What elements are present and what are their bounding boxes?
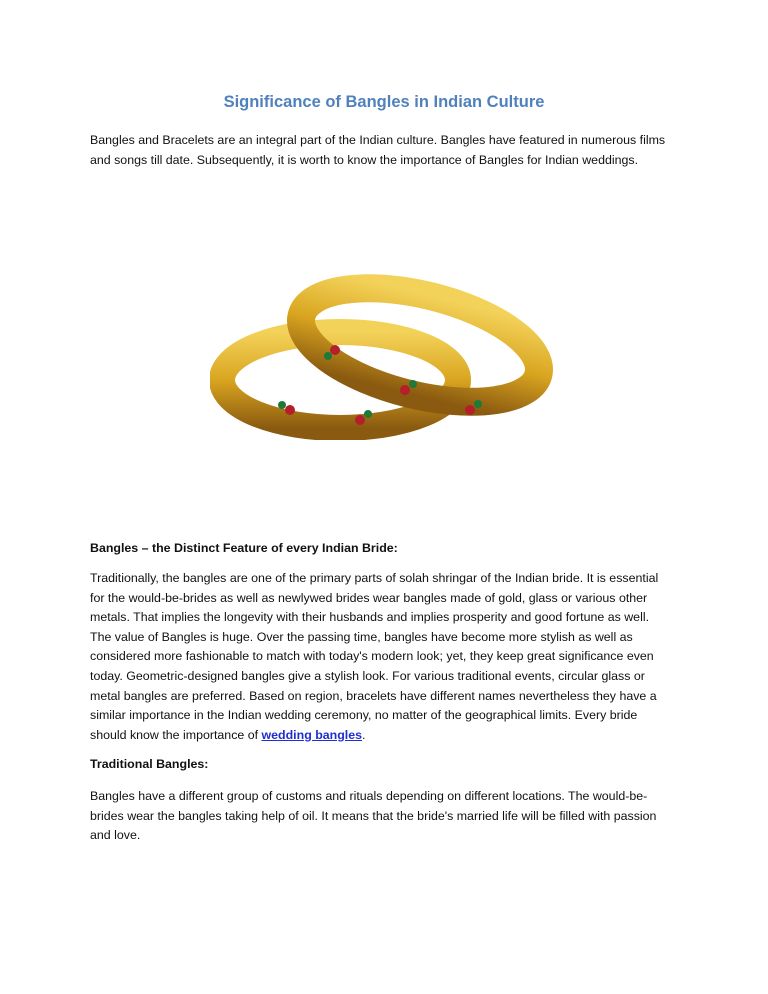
text-fragment: should know the importance of	[90, 727, 262, 742]
text-line: brides wear the bangles taking help of oil. It means that the bride's married life will be filled with passion	[90, 808, 657, 823]
text-line: Bangles have a different group of customs and rituals depending on different locations. The would-be-	[90, 789, 648, 803]
text-line: for the would-be-brides as well as newlywed brides wear bangles made of gold, glass or various other	[90, 590, 648, 605]
text-line	[90, 726, 700, 746]
text-fragment: .	[362, 727, 366, 742]
text-line: Traditionally, the bangles are one of the primary parts of solah shringar of the Indian bride. It is essential	[90, 571, 659, 585]
intro-paragraph	[90, 131, 700, 170]
bangles-image	[210, 260, 560, 440]
text-line: The value of Bangles is huge. Over the passing time, bangles have become more stylish as well as	[90, 629, 633, 644]
text-line: metal bangles are preferred. Based on region, bracelets have different names nevertheless they have a	[90, 688, 657, 703]
text-line: similar importance in the Indian wedding ceremony, no matter of the geographical limits. Every bride	[90, 708, 638, 723]
text-line: Bangles and Bracelets are an integral part of the Indian culture. Bangles have featured in numerous films	[90, 133, 666, 147]
text-line: today. Geometric-designed bangles give a stylish look. For various traditional events, circular glass or	[90, 668, 645, 683]
text-line: and songs till date. Subsequently, it is worth to know the importance of Bangles for Indian weddings.	[90, 152, 639, 167]
section-heading: Bangles – the Distinct Feature of every Indian Bride:	[90, 541, 398, 555]
text-line: metals. That implies the longevity with their husbands and implies prosperity and good fortune as well.	[90, 610, 650, 625]
section2-paragraph	[90, 787, 700, 846]
section1-paragraph	[90, 569, 700, 745]
text-line: considered more fashionable to match with today's modern look; yet, they keep great significance even	[90, 649, 654, 664]
page-title: Significance of Bangles in Indian Culture	[223, 93, 545, 111]
section-heading: Traditional Bangles:	[90, 757, 209, 771]
wedding-bangles-link[interactable]: wedding bangles	[261, 727, 363, 742]
text-line: and love.	[90, 828, 141, 843]
